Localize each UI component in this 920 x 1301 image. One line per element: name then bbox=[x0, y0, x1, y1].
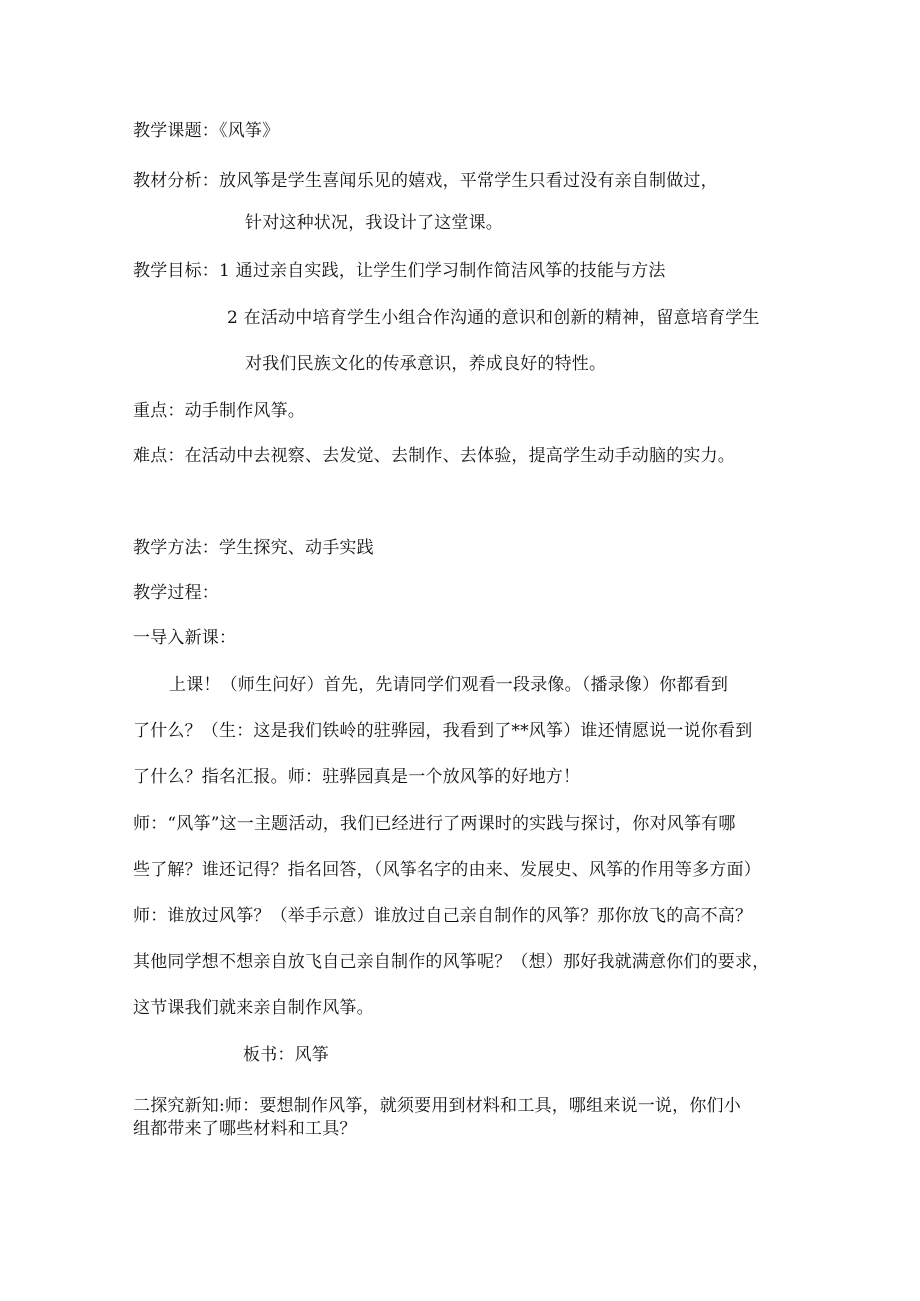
paragraph-1-line-3: 了什么？指名汇报。师：驻骅园真是一个放风筝的好地方！ bbox=[133, 767, 581, 787]
section-1-heading: 一导入新课： bbox=[133, 628, 237, 648]
paragraph-1-line-1: 上课！（师生问好）首先，先请同学们观看一段录像。（播录像）你都看到 bbox=[169, 675, 729, 695]
board-writing: 板书：风筝 bbox=[243, 1045, 329, 1065]
paragraph-1-line-2: 了什么？（生：这是我们铁岭的驻骅园，我看到了**风筝）谁还情愿说一说你看到 bbox=[133, 721, 753, 741]
teaching-goal-2-line-1: 2 在活动中培育学生小组合作沟通的意识和创新的精神，留意培育学生 bbox=[227, 308, 760, 328]
key-point: 重点：动手制作风筝。 bbox=[133, 401, 305, 421]
section-2-line-2: 组都带来了哪些材料和工具？ bbox=[133, 1119, 357, 1139]
difficulty-point: 难点：在活动中去视察、去发觉、去制作、去体验，提高学生动手动脑的实力。 bbox=[133, 446, 735, 466]
lesson-topic: 教学课题：《风筝》 bbox=[133, 121, 280, 141]
paragraph-3-line-3: 这节课我们就来亲自制作风筝。 bbox=[133, 998, 374, 1018]
section-2-line-1: 二探究新知:师：要想制作风筝，就须要用到材料和工具，哪组来说一说，你们小 bbox=[133, 1096, 741, 1116]
teaching-goal-2-line-2: 对我们民族文化的传承意识，养成良好的特性。 bbox=[245, 354, 607, 374]
teaching-method: 教学方法：学生探究、动手实践 bbox=[133, 538, 374, 558]
material-analysis-line-1: 教材分析：放风筝是学生喜闻乐见的嬉戏，平常学生只看过没有亲自制做过， bbox=[133, 171, 718, 191]
teaching-goal-1: 教学目标：1 通过亲自实践，让学生们学习制作简洁风筝的技能与方法 bbox=[133, 261, 666, 281]
paragraph-2-line-1: 师：“风筝”这一主题活动，我们已经进行了两课时的实践与探讨，你对风筝有哪 bbox=[133, 814, 736, 834]
material-analysis-line-2: 针对这种状况，我设计了这堂课。 bbox=[245, 213, 503, 233]
paragraph-3-line-2: 其他同学想不想亲自放飞自己亲自制作的风筝呢？（想）那好我就满意你们的要求， bbox=[133, 952, 770, 972]
paragraph-2-line-2: 些了解？谁还记得？指名回答，（风筝名字的由来、发展史、风筝的作用等多方面） bbox=[133, 860, 761, 880]
teaching-process-heading: 教学过程： bbox=[133, 583, 219, 603]
paragraph-3-line-1: 师：谁放过风筝？（举手示意）谁放过自己亲自制作的风筝？那你放飞的高不高？ bbox=[133, 906, 753, 926]
